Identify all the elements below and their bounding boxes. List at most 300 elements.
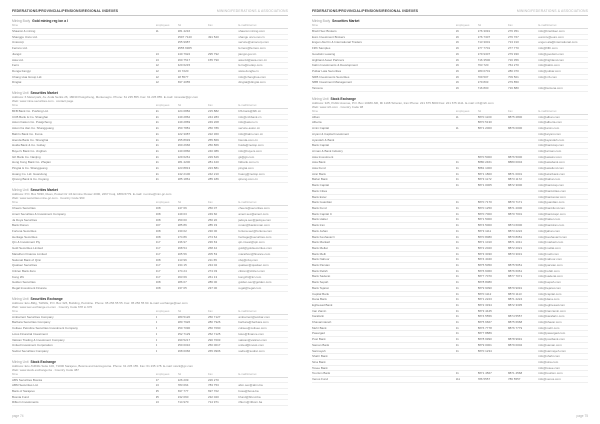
table-cell: 8874 5556 [477, 314, 492, 319]
table-cell: info@bankfund.com [538, 205, 566, 210]
table-cell: Azar Bank [312, 171, 326, 176]
table-cell: 709 501 [507, 74, 519, 79]
table-cell: 91 [155, 137, 159, 142]
table-cell: Alberta [312, 120, 322, 125]
table-cell: bfb.bank@bfb.cn [238, 109, 262, 114]
table-cell: 21 [455, 274, 459, 279]
table-cell: Bank Iran [312, 223, 325, 228]
column-header: Fax [507, 24, 513, 28]
table-cell [208, 46, 238, 51]
table-cell: 21 [455, 342, 459, 347]
table-cell: info@venus.com [538, 377, 561, 382]
section-label: Mining Unit [12, 296, 29, 301]
table-cell: 12 [155, 80, 159, 85]
running-header [312, 9, 588, 13]
table-cell: 242 210 [207, 171, 219, 176]
table-cell: Brazil Sec Brokers [312, 29, 337, 33]
table-cell: info@tejarat.com [538, 285, 562, 290]
table-cell: 155 790 [207, 57, 219, 62]
table-cell: info@aryani.com [538, 131, 561, 136]
address-line: Web: www.sec.exchange.co.com · Country Code 678 to 970 [12, 304, 93, 309]
table-cell: 217 [155, 246, 161, 251]
table-cell: info@nahoor.com [538, 257, 562, 262]
table-cell: info@nrb.com [538, 74, 558, 79]
table-cell: 222 3087 [177, 131, 191, 136]
table-cell: Bahar Bank [312, 177, 328, 182]
table-cell: info@parsian.com [538, 263, 563, 268]
table-cell: 295 792 [207, 51, 219, 56]
table-cell: 285 1861 [177, 177, 191, 182]
table-cell: 21 [455, 302, 459, 307]
table-cell: Balin's Bank Co. Fuma [12, 131, 43, 136]
table-cell: 91 [155, 109, 159, 114]
table-cell: 8875 6668 [507, 320, 523, 325]
table-cell: Cheers Securities [12, 206, 36, 211]
table-cell: 697 777 [177, 389, 189, 394]
table-cell: 249 60 [207, 211, 218, 216]
page-number: page 75 [576, 414, 588, 418]
table-cell: 709 507 [477, 74, 489, 79]
table-cell: 8871 2000 [477, 126, 492, 131]
table-cell: ronan@bankronan.com [238, 223, 270, 228]
table-row [312, 377, 588, 383]
table-cell: 16 [455, 57, 459, 62]
table-cell: 280 7926 [207, 320, 221, 325]
table-cell [208, 63, 238, 68]
table-cell: Ja Doya Securities [12, 217, 38, 222]
table-cell: Tosee Bank [312, 365, 328, 370]
table-cell: 249 03 [177, 211, 187, 216]
section-label: Mining Unit [312, 96, 329, 101]
directory-section [12, 91, 288, 183]
table-cell: Pasargad [312, 331, 325, 336]
section-name: Stock Exchange [330, 96, 356, 101]
table-cell: 91 [155, 120, 159, 125]
table-cell: 21 [455, 297, 459, 302]
table-cell: Bank Capital [312, 183, 330, 188]
table-cell: info@arman.com [538, 148, 562, 153]
table-cell: 2 [155, 326, 158, 331]
table-cell: Citizen Bank Zero [12, 268, 36, 273]
table-row [312, 86, 588, 92]
table-cell: Qinong Bank & Co. Fuyang [12, 177, 49, 182]
table-cell: 91 [155, 154, 159, 159]
table-cell: 217 [155, 268, 161, 273]
column-header: Employees [155, 372, 170, 376]
table-cell: Engen Ala Fin & International Traders [312, 40, 362, 45]
table-cell: 16 [455, 34, 459, 39]
table-cell: 13 [155, 400, 159, 405]
table-cell: Goodwin Leasing [312, 51, 336, 56]
address-line: Address: Eco-Bldg, Tollhills, P.O. Box 326, Building, Petroline. Phone: 95 256 55 55. Fax: 95 256 55 60. E-mail: exchange@sec.com [12, 300, 188, 305]
table-cell: www.dongfa.cn [238, 68, 259, 73]
table-cell: Aryani & Capital Investment [312, 131, 350, 136]
table-cell: 230 02 [177, 228, 187, 233]
table-cell: 250 7090 [177, 326, 191, 331]
table-cell: 250 786 [207, 126, 219, 131]
table-cell: 240 7922 [177, 51, 191, 56]
table-cell: 232 020 [207, 394, 219, 399]
table-cell: info@bankcities.com [538, 188, 567, 193]
table-cell: 697 702 [207, 389, 219, 394]
table-cell: info@guardian.com [538, 200, 565, 205]
address-line: Address: 6 Metal park, Av. Avda Serkis 26, 18030 Pusigcheng, Montenegro. Phone: 61 235 855. Fax: 61 235 855. E-mail: minestar@gc.com [12, 95, 199, 100]
table-cell [478, 143, 508, 148]
table-cell: Buyer's Bank Co. Jinghan [12, 148, 47, 153]
table-cell: Ferrero Ltd. [12, 46, 28, 51]
table-cell [508, 132, 538, 137]
table-cell: 276 767 [507, 34, 519, 39]
table-cell: 276 7307 [477, 34, 491, 39]
table-cell: 285 186 [207, 177, 219, 182]
table-cell: Ayandeh & Bank [312, 137, 335, 142]
table-cell: info@khavar.com [538, 320, 562, 325]
table-cell [456, 149, 478, 154]
table-cell: 281 420 [207, 160, 219, 165]
table-cell: National Bank of Qinn [12, 257, 42, 262]
table-cell [208, 75, 238, 80]
table-cell: info@bankcap.com [538, 143, 565, 148]
table-cell: info@hatter.com [538, 217, 561, 222]
directory-section [12, 188, 288, 292]
section-label: Mining Unit [12, 188, 29, 193]
table-cell: Qualsec Securities [12, 263, 38, 268]
table-cell: info@iranzamin.com [538, 308, 566, 313]
table-cell: 250 0017 [207, 343, 221, 348]
table-cell: 223 8813 [177, 166, 191, 171]
table-cell: 8870 1100 [477, 114, 492, 119]
table-cell: info@pulkar.com [538, 68, 561, 73]
table-cell: 268 54 [177, 246, 187, 251]
table-cell: ABS Securities Bosnia [12, 377, 43, 382]
table-cell: asia.ltd@asia.com.cn [238, 57, 267, 62]
table-cell: 250 07 [207, 206, 218, 211]
table-cell: 208 [155, 280, 161, 285]
column-header: Mine [12, 201, 19, 205]
table-cell: info@bankcapc.com [538, 211, 566, 216]
table-cell: 21 [455, 205, 459, 210]
table-cell: 8870 5130 [477, 120, 492, 125]
table-cell: qinong.com.cn [238, 177, 258, 182]
table-cell: info@azarbank.com [538, 171, 566, 176]
column-header: E-mail/internet [238, 104, 257, 108]
table-cell: Fortuna Securities [12, 228, 37, 233]
table-cell: hkbank.com.cn [238, 160, 259, 165]
table-cell: 8871 1800 [477, 171, 492, 176]
table-cell: 263 69 [177, 274, 187, 279]
section-name: Securities Market [30, 91, 58, 96]
table-cell: NBB Investment Management [312, 80, 353, 85]
table-cell: 260 7517 [177, 57, 191, 62]
table-cell: 91 [155, 131, 159, 136]
column-header: Mine [12, 104, 19, 108]
table-cell: info@tosee.com [538, 365, 561, 370]
table-cell: Golden Securities [12, 280, 36, 285]
table-cell: Bank Capital [312, 143, 330, 148]
table-cell: Sina Bank [312, 359, 326, 364]
address-line: Web: www.securities.mine.gc.com · Country Code 960 [12, 196, 85, 201]
table-cell: 716 3500 [477, 57, 491, 62]
table-cell: bfund@bfund.ba [238, 394, 261, 399]
table-cell: 205 56 [177, 251, 187, 256]
table-cell: info@ccbbank.cn [238, 114, 262, 119]
table-cell: coliseo@coliseo.com [238, 326, 267, 331]
table-cell: 21 [455, 211, 459, 216]
table-cell: 8879 0001 [477, 342, 492, 347]
column-header: Fax [207, 104, 213, 108]
table-cell: 281 4200 [177, 160, 191, 165]
table-cell: Bank Markazi [312, 240, 331, 245]
table-cell [208, 69, 238, 74]
table-cell: info@kalim.com [538, 63, 560, 68]
table-cell: Bank Melli [312, 251, 326, 256]
table-cell: 281 4216 [177, 29, 191, 33]
running-header [12, 9, 288, 13]
table-cell: 2 [155, 348, 158, 353]
table-cell: 229 626 [207, 154, 219, 159]
header-rule [12, 15, 288, 16]
table-cell: Shahr Bank [312, 354, 328, 359]
table-cell: sodret@sodret.com [238, 348, 265, 353]
table-cell [456, 366, 478, 371]
table-cell: info@saderat.com [538, 274, 563, 279]
table-cell: 268 42 [207, 246, 218, 251]
table-cell: 8880 2461 [477, 160, 492, 165]
table-cell: 8875 2800 [507, 114, 523, 119]
table-cell: jadoya.sec@jadoya.com [238, 217, 272, 222]
running-title: FEDERATIONS/PROVINCIAL/PENSIONS/REGIONAL INDEXES [312, 9, 419, 13]
table-cell: Aston Fasion Co. Pusigcheng [12, 120, 52, 125]
table-cell: 21 [455, 223, 459, 228]
table-cell: 8878 9990 [477, 337, 492, 342]
table-cell: dingtai@dingtai.com [238, 80, 266, 85]
table-cell: Tarcena [312, 86, 323, 91]
table-cell [508, 195, 538, 200]
address-line: Address: P.O. Box 5030, Ruan, Postal Ctr 1/4 Ermine Flower 2000, 2267 Fuqi, 1880-5779. E-mail: m-mine@min.gc.com [12, 192, 172, 197]
table-cell: 208 [155, 217, 161, 222]
table-cell: Iran Zamin [312, 308, 327, 313]
table-cell: 8871 2000 [507, 205, 523, 210]
table-cell: 207 [155, 223, 161, 228]
table-cell: 91 [155, 160, 159, 165]
table-cell: 2 [155, 320, 158, 325]
table-cell: Huang Co. Ltd. Guandong [12, 171, 48, 176]
table-cell [208, 80, 238, 85]
running-title: FEDERATIONS/PROVINCIAL/PENSIONS/REGIONAL INDEXES [12, 9, 119, 13]
table-cell [478, 189, 508, 194]
table-cell: 2 [155, 337, 158, 342]
table-cell: 247 66 [177, 206, 187, 211]
table-cell: 16 [455, 63, 459, 68]
table-cell: pingtai.com [238, 166, 254, 171]
table-cell: 16 7220 [177, 68, 189, 73]
table-cell: Fifth Samples [312, 46, 331, 51]
section-name: Securities Market [332, 19, 360, 23]
table-cell [456, 195, 478, 200]
section-label: Mining Unit [12, 91, 29, 96]
table-cell [508, 166, 538, 171]
table-cell [478, 195, 508, 200]
table-cell: 8874 4040 [477, 257, 492, 262]
table-cell: 16 [455, 29, 459, 33]
table-cell: 242 2100 [177, 171, 191, 176]
table-cell: 21 [455, 291, 459, 296]
table-cell: 208 [155, 206, 161, 211]
table-cell: 714 971 [207, 400, 219, 405]
table-cell: 91 [155, 177, 159, 182]
column-header: E-mail/internet [238, 372, 257, 376]
table-cell: 2597 7120 [177, 34, 192, 39]
table-cell: 8874 6000 [507, 223, 523, 228]
column-header: Employees [155, 24, 170, 28]
table-cell: 237 05 [177, 286, 187, 291]
table-cell: 783 064 [177, 383, 189, 388]
column-header: E-mail/internet [538, 109, 557, 113]
table-cell: info@bankcap.com [538, 183, 565, 188]
table-cell: 250 7881 [177, 126, 191, 131]
table-cell: ferrero@ferrero.com [238, 46, 266, 51]
table-cell: CCB Bank & Co. Shanghai [12, 114, 48, 119]
directory-section [12, 360, 288, 407]
table-cell: 252 7125 [207, 331, 221, 336]
table-cell: 250 7127 [207, 314, 221, 319]
table-cell: 21 [455, 331, 459, 336]
table-cell: Bank Exter [312, 194, 327, 199]
table-cell: 21 [455, 251, 459, 256]
table-cell: 12 [155, 68, 159, 73]
table-cell: info@brazilsec.com [538, 29, 565, 33]
table-cell: huang@nettop.com [238, 171, 265, 176]
table-cell: nbq@nbq.com [238, 257, 258, 262]
section-label: MINING/FEDERATIONS & ASSOCIATIONS [516, 9, 588, 13]
column-header: Tel [177, 104, 182, 108]
table-cell: 208 [155, 286, 161, 291]
table-cell: Bank Cities [312, 188, 328, 193]
address-line: Web: www.stock.exchange.ba · Country Code 387 [12, 367, 79, 372]
table-cell: info@eghtesad.com [538, 302, 566, 307]
table-cell: 277 7701 [477, 46, 491, 51]
table-cell: jiangxi.gov.cn [238, 51, 257, 56]
table-cell: 13 [155, 383, 159, 388]
table-cell: Hong Kong Bank Co. Zhejian [12, 160, 51, 165]
table-cell: 232 060 [177, 394, 189, 399]
section-label: Mining Unit [12, 359, 29, 364]
address-line: Address: 325, Public Avenue, P.O. Box 10480-NR, Mt 1198 Teheran, Iran Phone: 221 675 8000 Fax: 221 675 1111. E-mail: nrb@nrb.com [312, 100, 494, 105]
table-cell: 8870 8081 [507, 234, 523, 239]
table-cell: ABM Securities Ltd. [12, 383, 39, 388]
table-cell: Pingtai & Co. Shangguang [12, 166, 48, 171]
table-cell: info@highland.com [538, 57, 565, 62]
table-cell [508, 309, 538, 314]
table-cell: Hienda Bank Co. Shanghai [12, 137, 49, 142]
table-cell: ambarrent@ambar.com [238, 314, 270, 319]
column-header: Fax [207, 201, 213, 205]
table-cell: 713 3001 [477, 40, 491, 45]
table-cell: 21 [455, 320, 459, 325]
table-cell: 260 2666 [177, 143, 191, 148]
table-cell: marathon@finance.com [238, 251, 271, 256]
table-cell: Arman & Bank Industry [312, 148, 343, 153]
table-cell: 8873 2222 [507, 228, 523, 233]
table-cell: 250 0010 [177, 343, 191, 348]
table-cell: 11 [455, 126, 459, 131]
table-cell: 280 7926 [177, 320, 191, 325]
table-cell: 716 880 [507, 86, 519, 91]
table-cell [508, 138, 538, 143]
table-cell: 8873 1172 [507, 177, 522, 182]
column-header: Tel [177, 201, 182, 205]
table-cell: 8875 5051 [507, 263, 523, 268]
table-cell: 255 8693 [177, 137, 191, 142]
table-row [12, 177, 288, 183]
table-cell [456, 138, 478, 143]
table-cell: 8871 2223 [477, 297, 492, 302]
column-header: E-mail/internet [238, 201, 257, 205]
table-cell: 8874 5000 [477, 223, 492, 228]
table-cell: 21 [455, 177, 459, 182]
section-title [312, 19, 588, 23]
table-cell: 27 [155, 377, 159, 382]
table-cell: info@alban.com [538, 114, 561, 119]
table-cell [478, 354, 508, 359]
table-cell: 21 [455, 228, 459, 233]
table-cell: Bank Jahan [312, 228, 328, 233]
table-cell: 213 96 [177, 257, 187, 262]
table-cell: 276 351 [507, 29, 519, 33]
table-cell: 8871 0005 [477, 183, 492, 188]
table-cell: 226 270 [207, 377, 219, 382]
table-cell: 226 209 [177, 377, 189, 382]
table-cell: Shaanxi & mining [12, 29, 36, 33]
table-cell: 21 [455, 268, 459, 273]
table-cell: 252 7129 [177, 331, 191, 336]
section-name: Stock Exchange [30, 359, 56, 364]
table-cell: 16 [455, 68, 459, 73]
table-cell [538, 80, 588, 85]
table-cell: fortuna.sec@fortuna.com [238, 228, 273, 233]
table-cell: golden.sec@golden.com [238, 280, 272, 285]
table-cell: Khavarmianeh [312, 320, 332, 325]
table-cell: 279 930 [507, 51, 519, 56]
table-cell: 8876 0000 [507, 126, 523, 131]
table-cell: Kong Zhi [12, 274, 25, 279]
table-cell: Regal Investment Finance [12, 286, 47, 291]
table-cell: Ferro [12, 63, 20, 68]
table-cell: Aston Fa Jian Co. Shangguang [12, 126, 54, 131]
table-cell: 8872 2021 [507, 245, 523, 250]
column-header: E-mail/internet [238, 309, 257, 313]
table-cell: 713 310 [507, 40, 519, 45]
table-cell: info@postbank.com [538, 337, 565, 342]
table-cell: 234 15 [177, 263, 187, 268]
directory-section [12, 297, 288, 355]
table-cell: 16 [455, 40, 459, 45]
table-cell: 11 [455, 114, 459, 119]
table-cell: info@bankiran.com [538, 223, 565, 228]
table-cell: 274 03 [207, 268, 218, 273]
table-row [12, 349, 288, 355]
table-cell: 240 086 [207, 148, 219, 153]
table-cell: regal@regal.com [238, 286, 262, 291]
table-cell: 280 070 [507, 68, 519, 73]
table-cell: Asia Ltd. [12, 57, 24, 62]
table-cell: 8870 7171 [507, 200, 523, 205]
table-cell: Bank Tejarat [312, 285, 329, 290]
table-cell: Bank Mellat [312, 245, 328, 250]
table-cell: 91 [155, 114, 159, 119]
table-cell: Vatican Trading & Investment Company [12, 337, 65, 342]
table-cell: 8878 9991 [507, 337, 523, 342]
